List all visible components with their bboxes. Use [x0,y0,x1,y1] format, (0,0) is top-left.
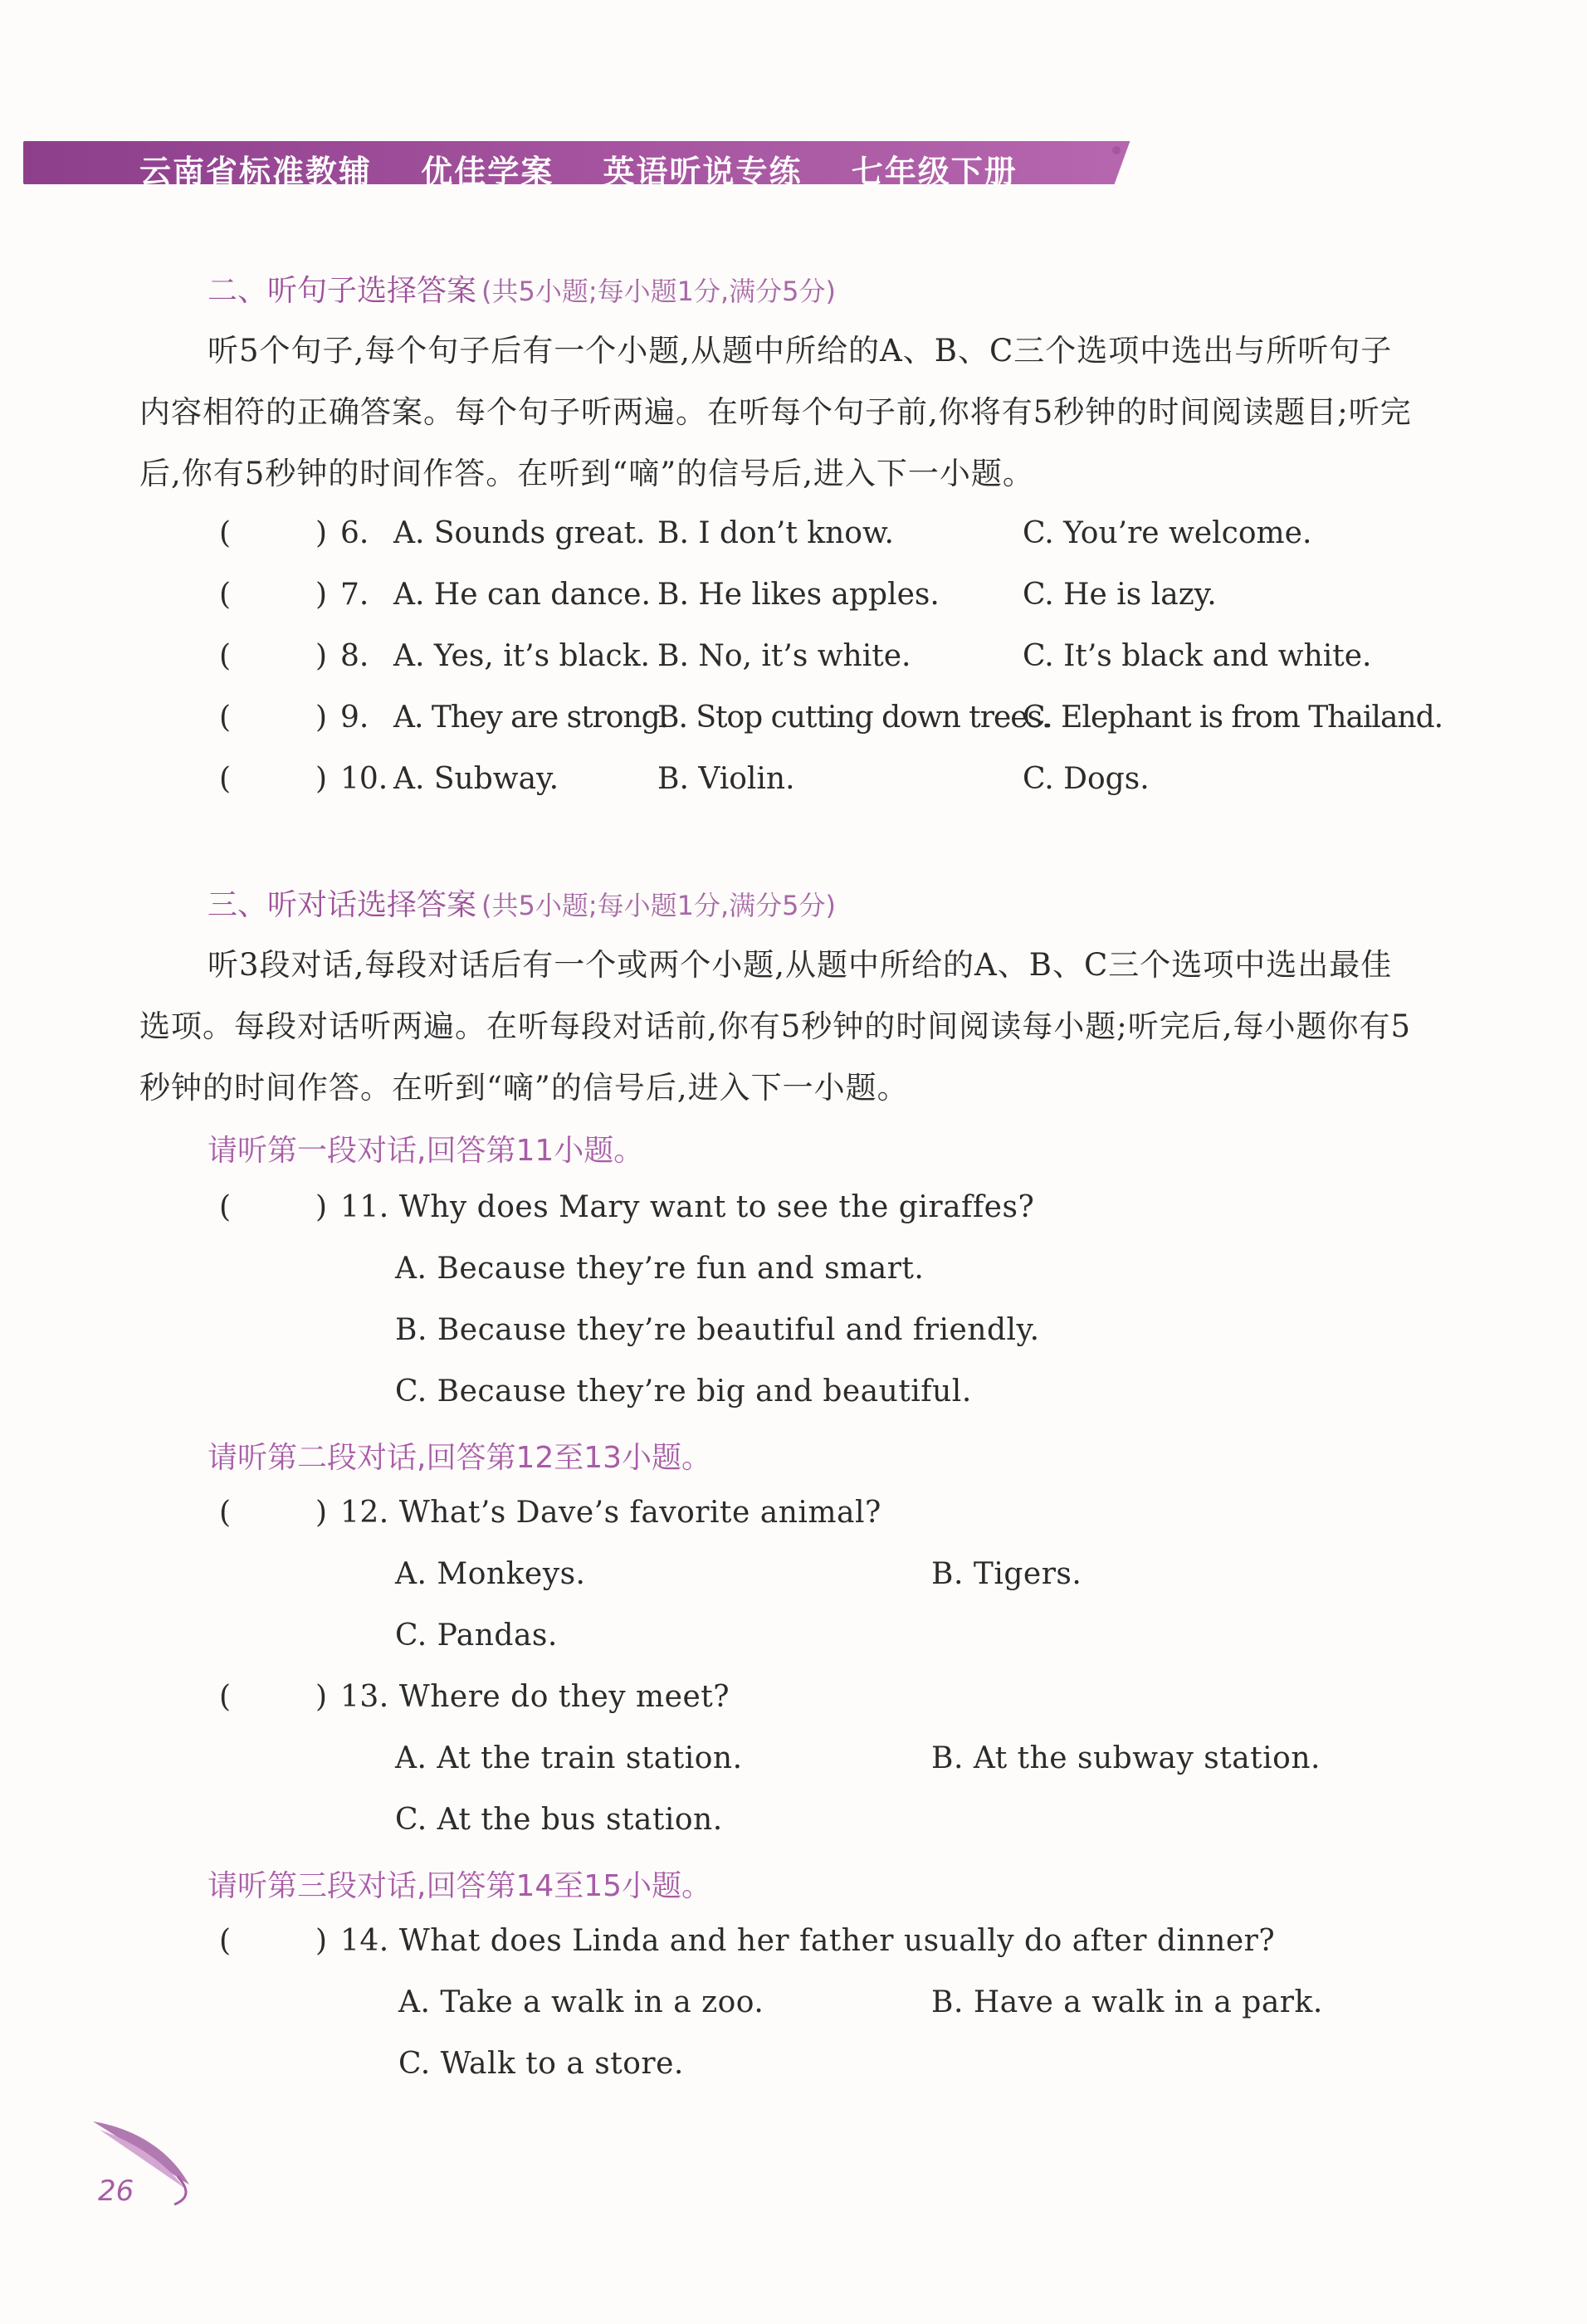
answer-paren-open[interactable]: ( [219,1924,232,1958]
option-c: C. Pandas. [395,1618,558,1653]
section3-title-text: 三、听对话选择答案 [208,888,477,922]
option-b: B. No, it’s white. [657,639,911,673]
option-b: B. He likes apples. [657,578,940,612]
answer-paren-close: ) [315,701,328,735]
answer-paren-close: ) [315,1496,328,1530]
answer-paren-open[interactable]: ( [219,1680,232,1714]
answer-paren-close: ) [315,578,328,612]
option-b: B. Because they’re beautiful and friendly. [395,1313,1040,1347]
section2-title [208,267,836,310]
header-title [139,146,1054,192]
option-c: C. It’s black and white. [1023,639,1372,673]
dialogue-prompt-2: 请听第二段对话,回答第12至13小题。 [208,1441,712,1475]
answer-paren-open[interactable]: ( [219,578,232,612]
question-number: 7. [340,578,369,612]
header-series: 云南省标准教辅 [139,154,373,190]
option-a: A. At the train station. [395,1741,743,1775]
question-number: 9. [340,701,369,735]
answer-paren-open[interactable]: ( [219,1496,232,1530]
page-number: 26 [98,2175,134,2208]
question-text: 12. What’s Dave’s favorite animal? [340,1496,881,1530]
option-c: C. At the bus station. [395,1803,723,1837]
option-b: B. I don’t know. [657,516,894,550]
header-grade: 七年级下册 [851,154,1018,190]
option-a: A. Take a walk in a zoo. [398,1985,764,2019]
section3-instructions: 听3段对话,每段对话后有一个或两个小题,从题中所给的A、B、C三个选项中选出最佳选项。每段对话听两遍。在听每段对话前,你有5秒钟的时间阅读每小题;听完后,每小题你有5秒钟的时间作答。在听到“嘀”的信号后,进入下一小题。 [139,947,1412,1106]
question-number: 6. [340,516,369,550]
section2-title-text: 二、听句子选择答案 [208,274,477,308]
option-a: A. Subway. [393,762,559,796]
answer-paren-close: ) [315,639,328,673]
option-c: C. Because they’re big and beautiful. [395,1374,972,1409]
answer-paren-open[interactable]: ( [219,1190,232,1224]
answer-paren-open[interactable]: ( [219,701,232,735]
section3-title [208,881,836,924]
banner-dot [1112,146,1121,154]
option-a: A. He can dance. [393,578,651,612]
option-c: C. He is lazy. [1023,578,1217,612]
option-b: B. Have a walk in a park. [931,1985,1323,2019]
answer-paren-close: ) [315,1924,328,1958]
header-subject: 英语听说专练 [603,154,803,190]
answer-paren-open[interactable]: ( [219,762,232,796]
header-banner [23,141,1111,190]
option-a: A. Yes, it’s black. [393,639,650,673]
answer-paren-open[interactable]: ( [219,639,232,673]
header-brand: 优佳学案 [421,154,554,190]
option-a: A. Monkeys. [395,1557,586,1591]
option-c: C. Dogs. [1023,762,1150,796]
option-a: A. They are strong. [393,701,669,735]
option-b: B. Stop cutting down trees. [657,701,1051,735]
answer-paren-close: ) [315,516,328,550]
option-b: B. Violin. [657,762,795,796]
dialogue-prompt-1: 请听第一段对话,回答第11小题。 [208,1134,644,1168]
option-c: C. Walk to a store. [398,2047,684,2081]
option-c: C. Elephant is from Thailand. [1023,701,1443,735]
option-c: C. You’re welcome. [1023,516,1312,550]
answer-paren-open[interactable]: ( [219,516,232,550]
question-number: 10. [340,762,388,796]
answer-paren-close: ) [315,1190,328,1224]
option-b: B. At the subway station. [931,1741,1321,1775]
section2-note: (共5小题;每小题1分,满分5分) [481,276,837,307]
question-number: 8. [340,639,369,673]
dialogue-prompt-3: 请听第三段对话,回答第14至15小题。 [208,1869,712,1903]
answer-paren-close: ) [315,1680,328,1714]
question-text: 14. What does Linda and her father usually do after dinner? [340,1924,1276,1958]
option-a: A. Sounds great. [393,516,646,550]
option-a: A. Because they’re fun and smart. [395,1252,925,1286]
section2-instructions: 听5个句子,每个句子后有一个小题,从题中所给的A、B、C三个选项中选出与所听句子内容相符的正确答案。每个句子听两遍。在听每个句子前,你将有5秒钟的时间阅读题目;听完后,你有5秒钟的时间作答。在听到“嘀”的信号后,进入下一小题。 [139,333,1412,491]
question-text: 11. Why does Mary want to see the giraffes? [340,1190,1035,1224]
option-b: B. Tigers. [931,1557,1082,1591]
answer-paren-close: ) [315,762,328,796]
question-text: 13. Where do they meet? [340,1680,730,1714]
section3-note: (共5小题;每小题1分,满分5分) [481,890,837,921]
